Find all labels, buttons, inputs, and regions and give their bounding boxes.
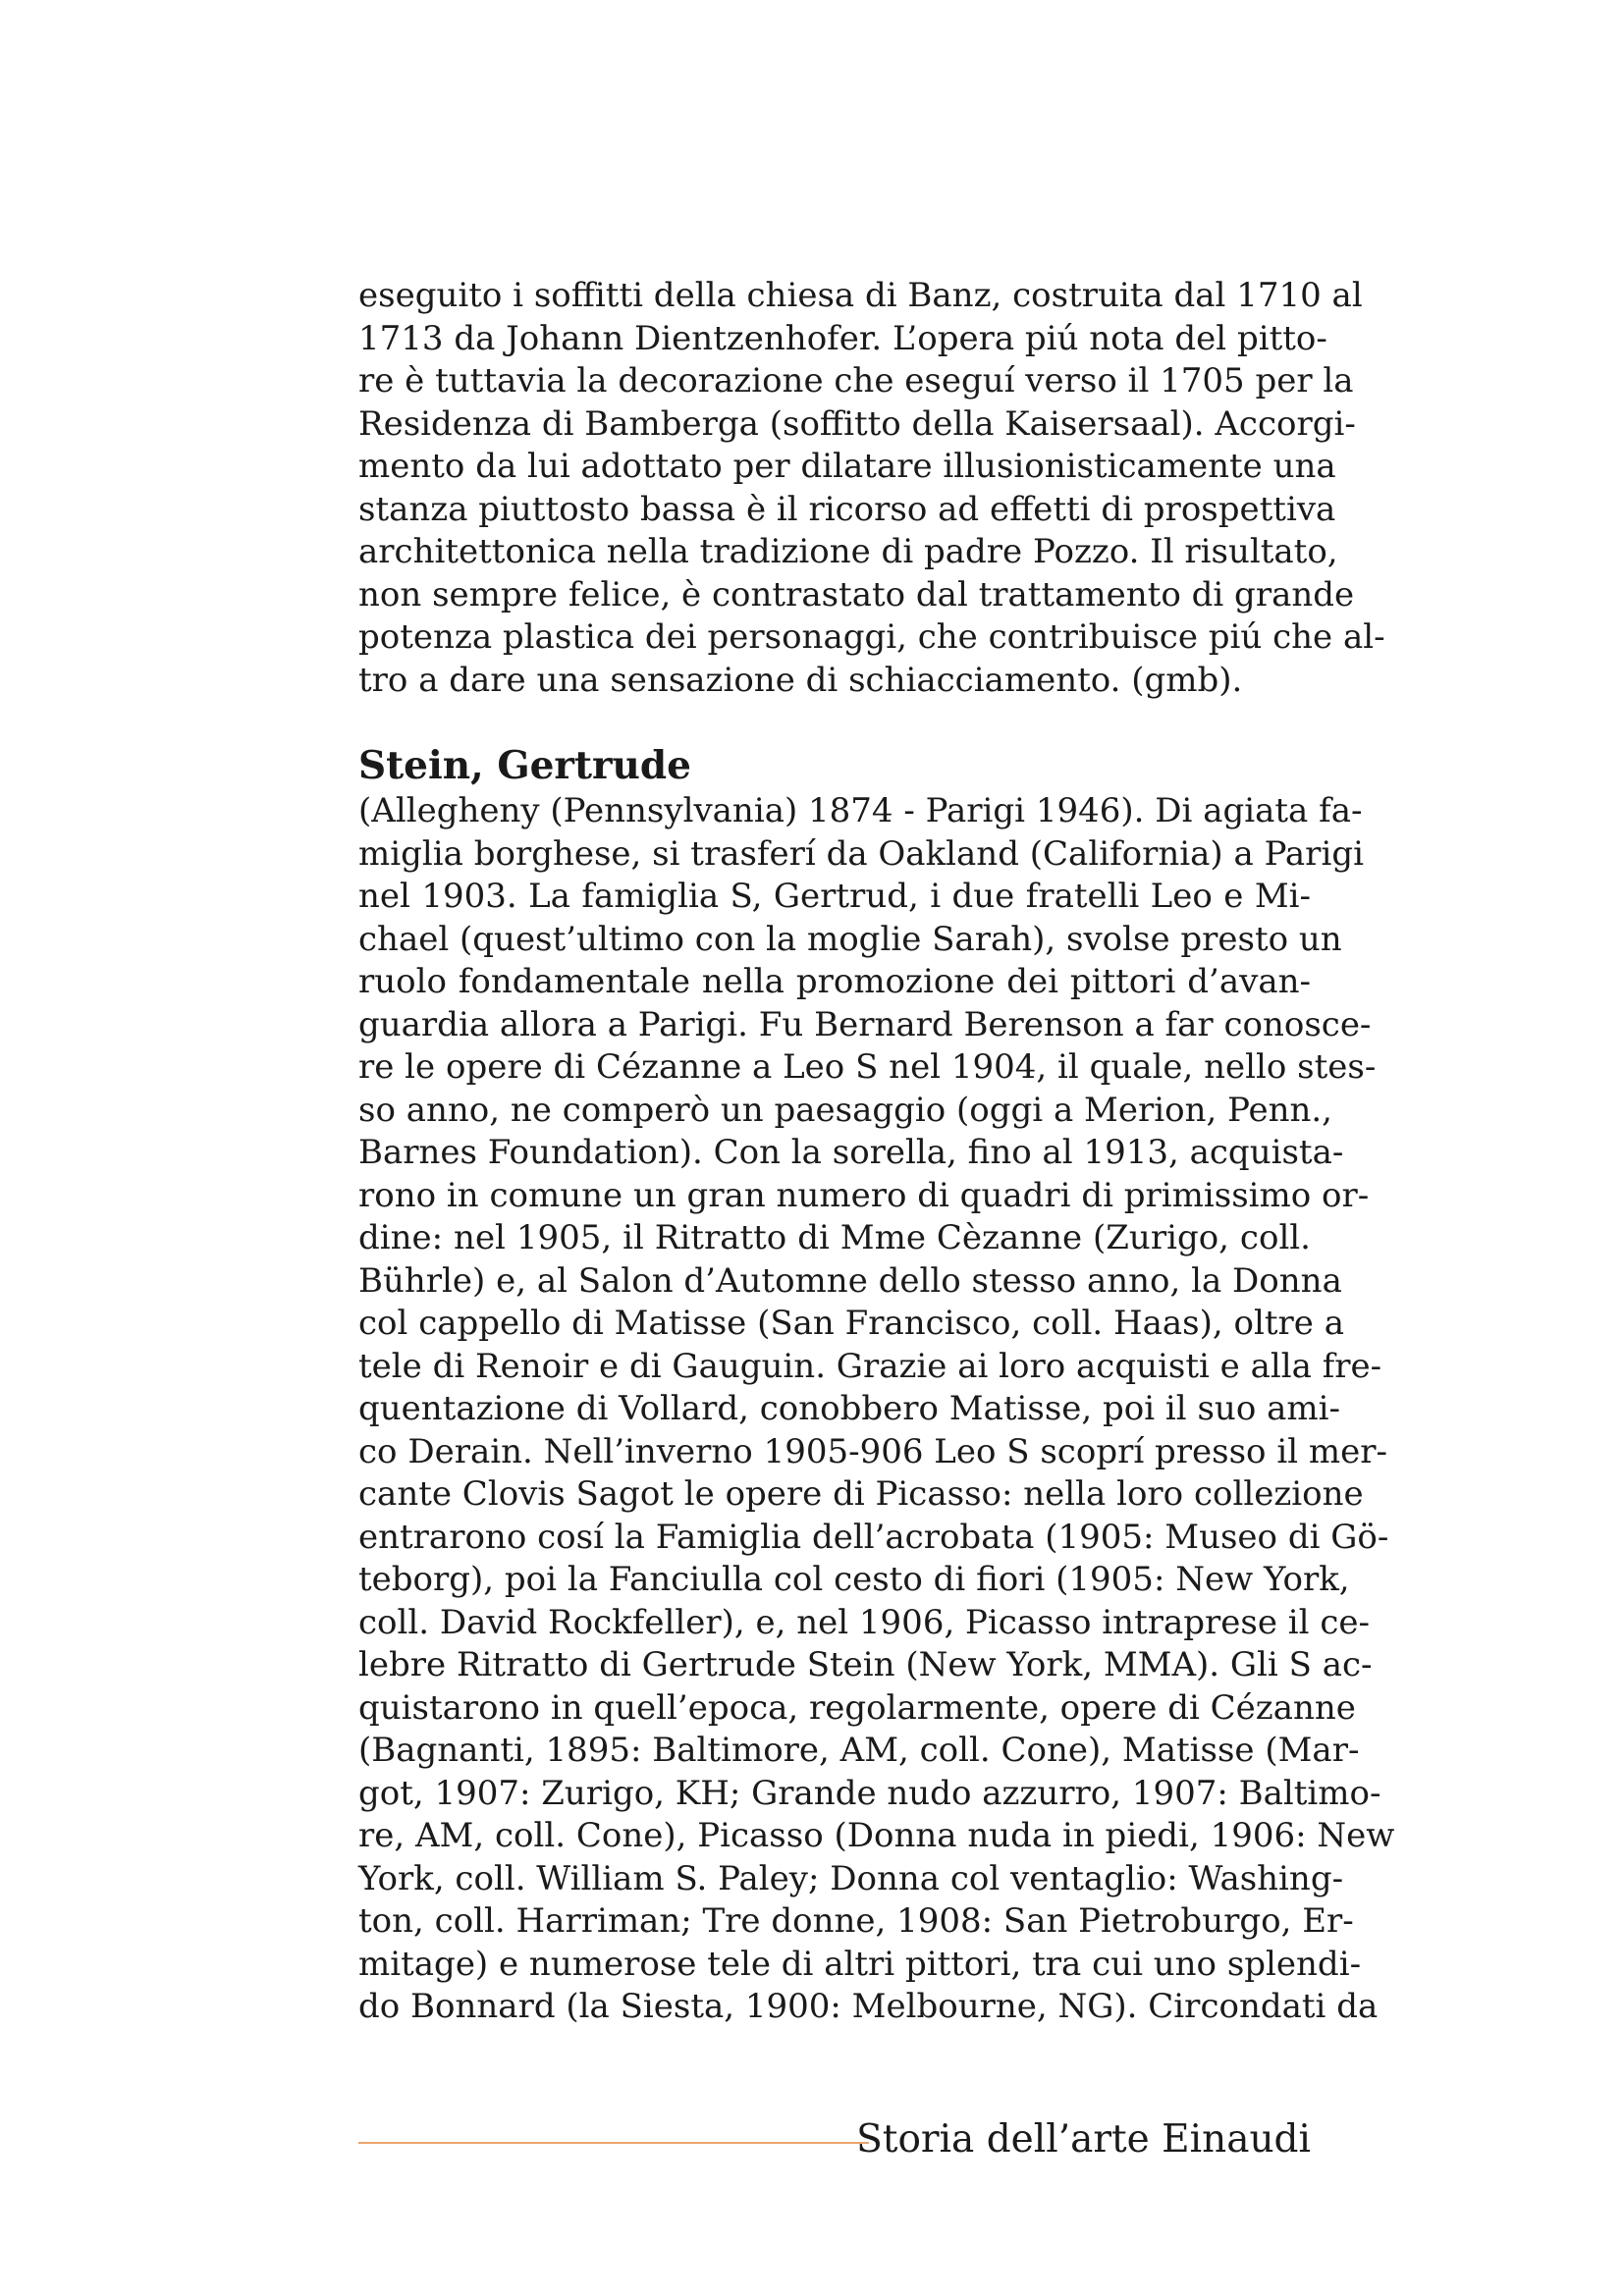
continuation-line: Residenza di Bamberga (soffitto della Kaisersaal). Accorgi- (358, 403, 1356, 444)
entry-line: Barnes Foundation). Con la sorella, fino al 1913, acquista- (358, 1133, 1344, 1172)
entry-line: (Allegheny (Pennsylvania) 1874 - Parigi 1946). Di agiata fa- (358, 791, 1363, 830)
entry-line: re le opere di Cézanne a Leo S nel 1904, il quale, nello stes- (358, 1047, 1377, 1087)
entry-line: chael (quest’ultimo con la moglie Sarah), svolse presto un (358, 919, 1342, 959)
entry-line: ruolo fondamentale nella promozione dei pittori d’avan- (358, 962, 1311, 1001)
entry-line: nel 1903. La famiglia S, Gertrud, i due fratelli Leo e Mi- (358, 877, 1311, 916)
entry-line: quistarono in quell’epoca, regolarmente, opere di Cézanne (358, 1687, 1356, 1728)
footer-rule (358, 2142, 869, 2144)
continuation-line: 1713 da Johann Dientzenhofer. L’opera piú nota del pitto- (358, 318, 1327, 358)
continuation-line: potenza plastica dei personaggi, che contribuisce piú che al- (358, 617, 1385, 657)
entry-line: miglia borghese, si trasferí da Oakland (California) a Parigi (358, 833, 1364, 874)
continuation-line: stanza piuttosto bassa è il ricorso ad effetti di prospettiva (358, 489, 1336, 529)
continuation-line: non sempre felice, è contrastato dal trattamento di grande (358, 574, 1355, 614)
entry-line: quentazione di Vollard, conobbero Matisse, poi il suo ami- (358, 1389, 1340, 1428)
entry-line: cante Clovis Sagot le opere di Picasso: nella loro collezione (358, 1474, 1364, 1514)
entry-line: ton, coll. Harriman; Tre donne, 1908: San Pietroburgo, Er- (358, 1901, 1354, 1941)
entry-heading: Stein, Gertrude (358, 743, 691, 788)
entry-line: teborg), poi la Fanciulla col cesto di fiori (1905: New York, (358, 1560, 1350, 1599)
entry-line: tele di Renoir e di Gauguin. Grazie ai loro acquisti e alla fre- (358, 1346, 1382, 1386)
entry-line: col cappello di Matisse (San Francisco, coll. Haas), oltre a (358, 1304, 1344, 1343)
entry-line: coll. David Rockfeller), e, nel 1906, Picasso intraprese il ce- (358, 1602, 1370, 1642)
continuation-line: re è tuttavia la decorazione che eseguí verso il 1705 per la (358, 361, 1354, 400)
entry-body (358, 790, 1395, 2029)
page-footer (358, 2110, 1311, 2169)
continuation-line: tro a dare una sensazione di schiacciamento. (gmb). (358, 660, 1243, 700)
entry-line: rono in comune un gran numero di quadri di primissimo or- (358, 1175, 1370, 1215)
text-column (358, 275, 1395, 2029)
entry-line: do Bonnard (la Siesta, 1900: Melbourne, NG). Circondati da (358, 1987, 1379, 2026)
entry-line: Bührle) e, al Salon d’Automne dello stesso anno, la Donna (358, 1260, 1342, 1301)
entry-continuation (358, 275, 1385, 702)
entry-line: guardia allora a Parigi. Fu Bernard Berenson a far conosce- (358, 1004, 1372, 1044)
continuation-line: architettonica nella tradizione di padre Pozzo. Il risultato, (358, 532, 1338, 571)
continuation-line: mento da lui adottato per dilatare illusionisticamente una (358, 447, 1336, 486)
entry-line: got, 1907: Zurigo, KH; Grande nudo azzurro, 1907: Baltimo- (358, 1773, 1381, 1813)
footer-publisher: Storia dell’arte Einaudi (856, 2117, 1311, 2162)
entry-line: (Bagnanti, 1895: Baltimore, AM, coll. Cone), Matisse (Mar- (358, 1731, 1360, 1770)
entry-line: York, coll. William S. Paley; Donna col ventaglio: Washing- (358, 1858, 1344, 1898)
entry-line: re, AM, coll. Cone), Picasso (Donna nuda in piedi, 1906: New (358, 1816, 1395, 1855)
continuation-line: eseguito i soffitti della chiesa di Banz, costruita dal 1710 al (358, 276, 1363, 315)
entry-line: lebre Ritratto di Gertrude Stein (New York, MMA). Gli S ac- (358, 1645, 1373, 1684)
entry-line: co Derain. Nell’inverno 1905-906 Leo S scoprí presso il mer- (358, 1431, 1387, 1471)
entry-line: so anno, ne comperò un paesaggio (oggi a Merion, Penn., (358, 1090, 1332, 1130)
entry-line: mitage) e numerose tele di altri pittori, tra cui uno splendi- (358, 1944, 1362, 1984)
entry-line: entrarono cosí la Famiglia dell’acrobata (1905: Museo di Gö- (358, 1517, 1389, 1557)
entry-line: dine: nel 1905, il Ritratto di Mme Cèzanne (Zurigo, coll. (358, 1218, 1311, 1257)
